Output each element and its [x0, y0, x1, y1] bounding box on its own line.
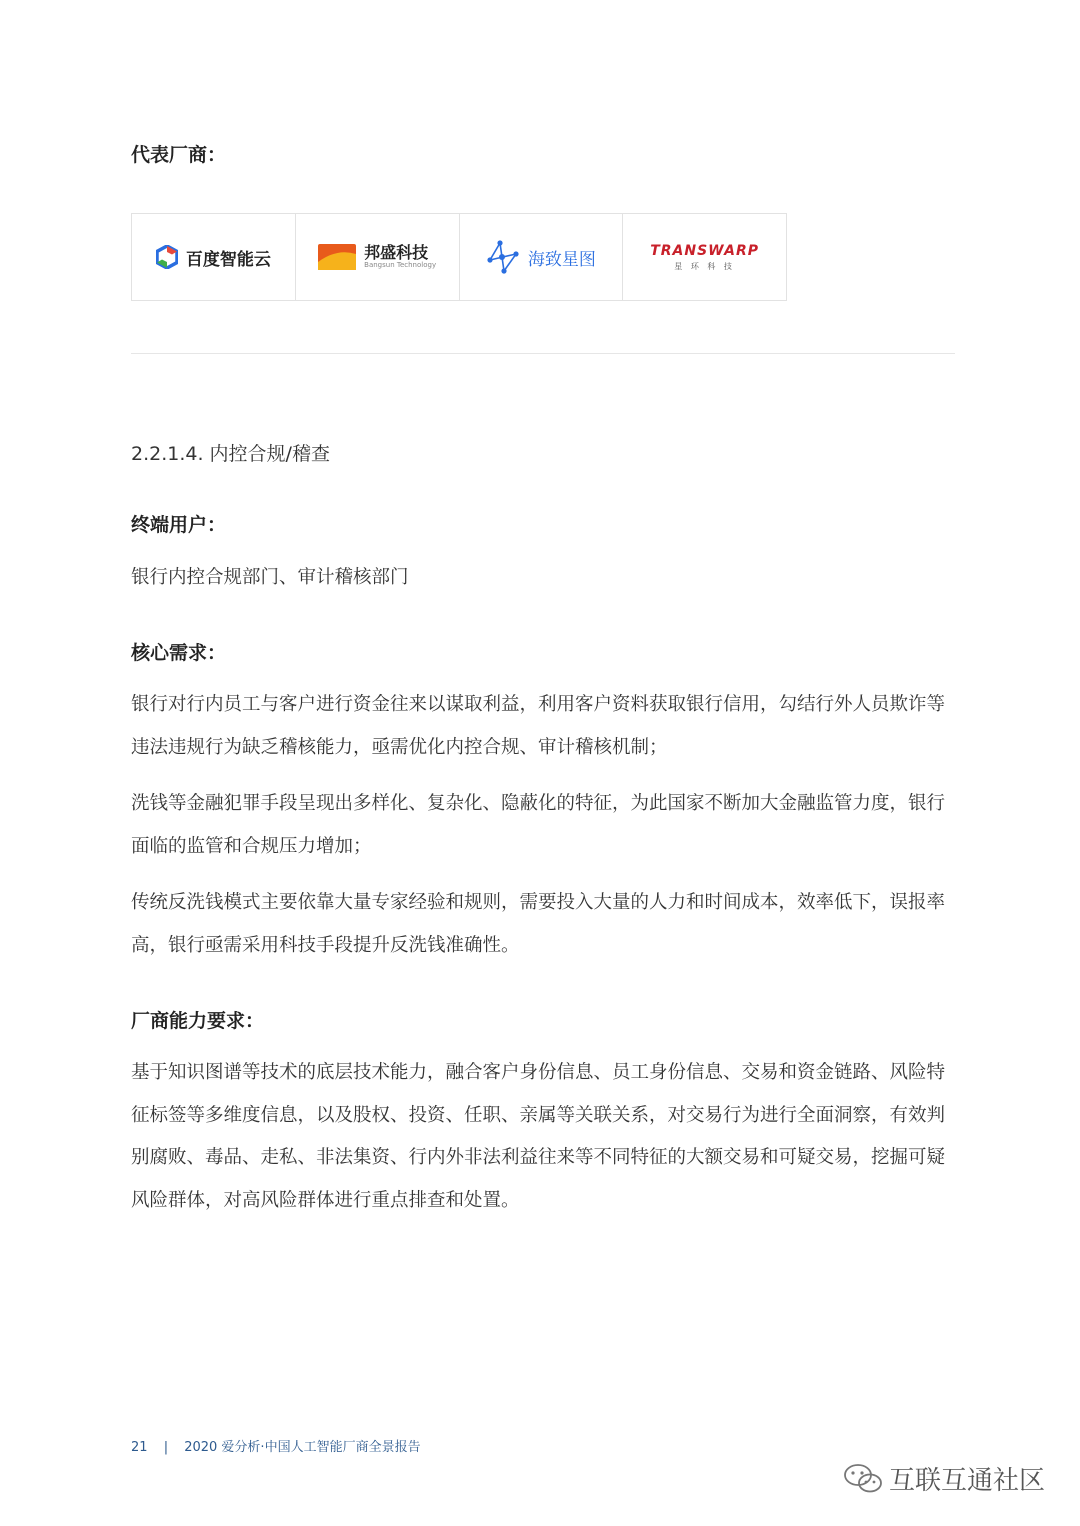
haizhi-graph-logo-icon [486, 240, 520, 274]
section-divider [131, 353, 955, 354]
watermark [843, 1460, 1045, 1497]
vendor-haizhi [460, 214, 624, 300]
footer-separator: | [163, 1440, 169, 1455]
vendor-name: 邦盛科技 [364, 242, 429, 262]
vendor-logo-strip [131, 213, 787, 301]
section-title: 2.2.1.4. 内控合规/稽查 [131, 443, 330, 465]
wechat-icon [843, 1462, 883, 1496]
watermark-text: 互联互通社区 [888, 1466, 1045, 1496]
core-needs-heading: 核心需求： [131, 642, 227, 664]
vendor-name: 海致星图 [527, 249, 596, 270]
core-need-paragraph: 银行对行内员工与客户进行资金往来以谋取利益，利用客户资料获取银行信用，勾结行外人员欺诈等违法违规行为缺乏稽核能力，亟需优化内控合规、审计稽核机制； [131, 694, 946, 758]
vendor-transwarp [623, 214, 786, 300]
vendor-subtitle: Bangsun Technology [364, 260, 437, 269]
baidu-cloud-logo-icon [156, 245, 178, 269]
vendor-bangsun [296, 214, 460, 300]
bangsun-logo-icon [318, 244, 356, 270]
vendors-heading: 代表厂商： [131, 144, 227, 166]
vendor-requirements-heading: 厂商能力要求： [131, 1010, 265, 1032]
page-number: 21 [131, 1440, 148, 1455]
vendor-subtitle: 星 环 科 技 [674, 261, 735, 271]
report-title: 2020 爱分析·中国人工智能厂商全景报告 [184, 1440, 421, 1455]
vendor-name: 百度智能云 [185, 249, 271, 270]
end-user-heading: 终端用户： [131, 514, 227, 536]
vendor-name: TRANSWARP [650, 242, 760, 259]
vendor-requirements-text: 基于知识图谱等技术的底层技术能力，融合客户身份信息、员工身份信息、交易和资金链路、风险特征标签等多维度信息，以及股权、投资、任职、亲属等关联关系，对交易行为进行全面洞察，有效判别腐败、毒品、走私、非法集资、行内外非法利益往来等不同特征的大额交易和可疑交易，挖掘可疑风险群体，对高风险群体进行重点排查和处置。 [131, 1062, 946, 1211]
end-user-text: 银行内控合规部门、审计稽核部门 [131, 567, 409, 588]
vendor-baidu [132, 214, 296, 300]
core-need-paragraph: 传统反洗钱模式主要依靠大量专家经验和规则，需要投入大量的人力和时间成本，效率低下，误报率高，银行亟需采用科技手段提升反洗钱准确性。 [131, 892, 946, 956]
core-need-paragraph: 洗钱等金融犯罪手段呈现出多样化、复杂化、隐蔽化的特征，为此国家不断加大金融监管力度，银行面临的监管和合规压力增加； [131, 793, 946, 857]
page-footer [131, 1436, 421, 1455]
